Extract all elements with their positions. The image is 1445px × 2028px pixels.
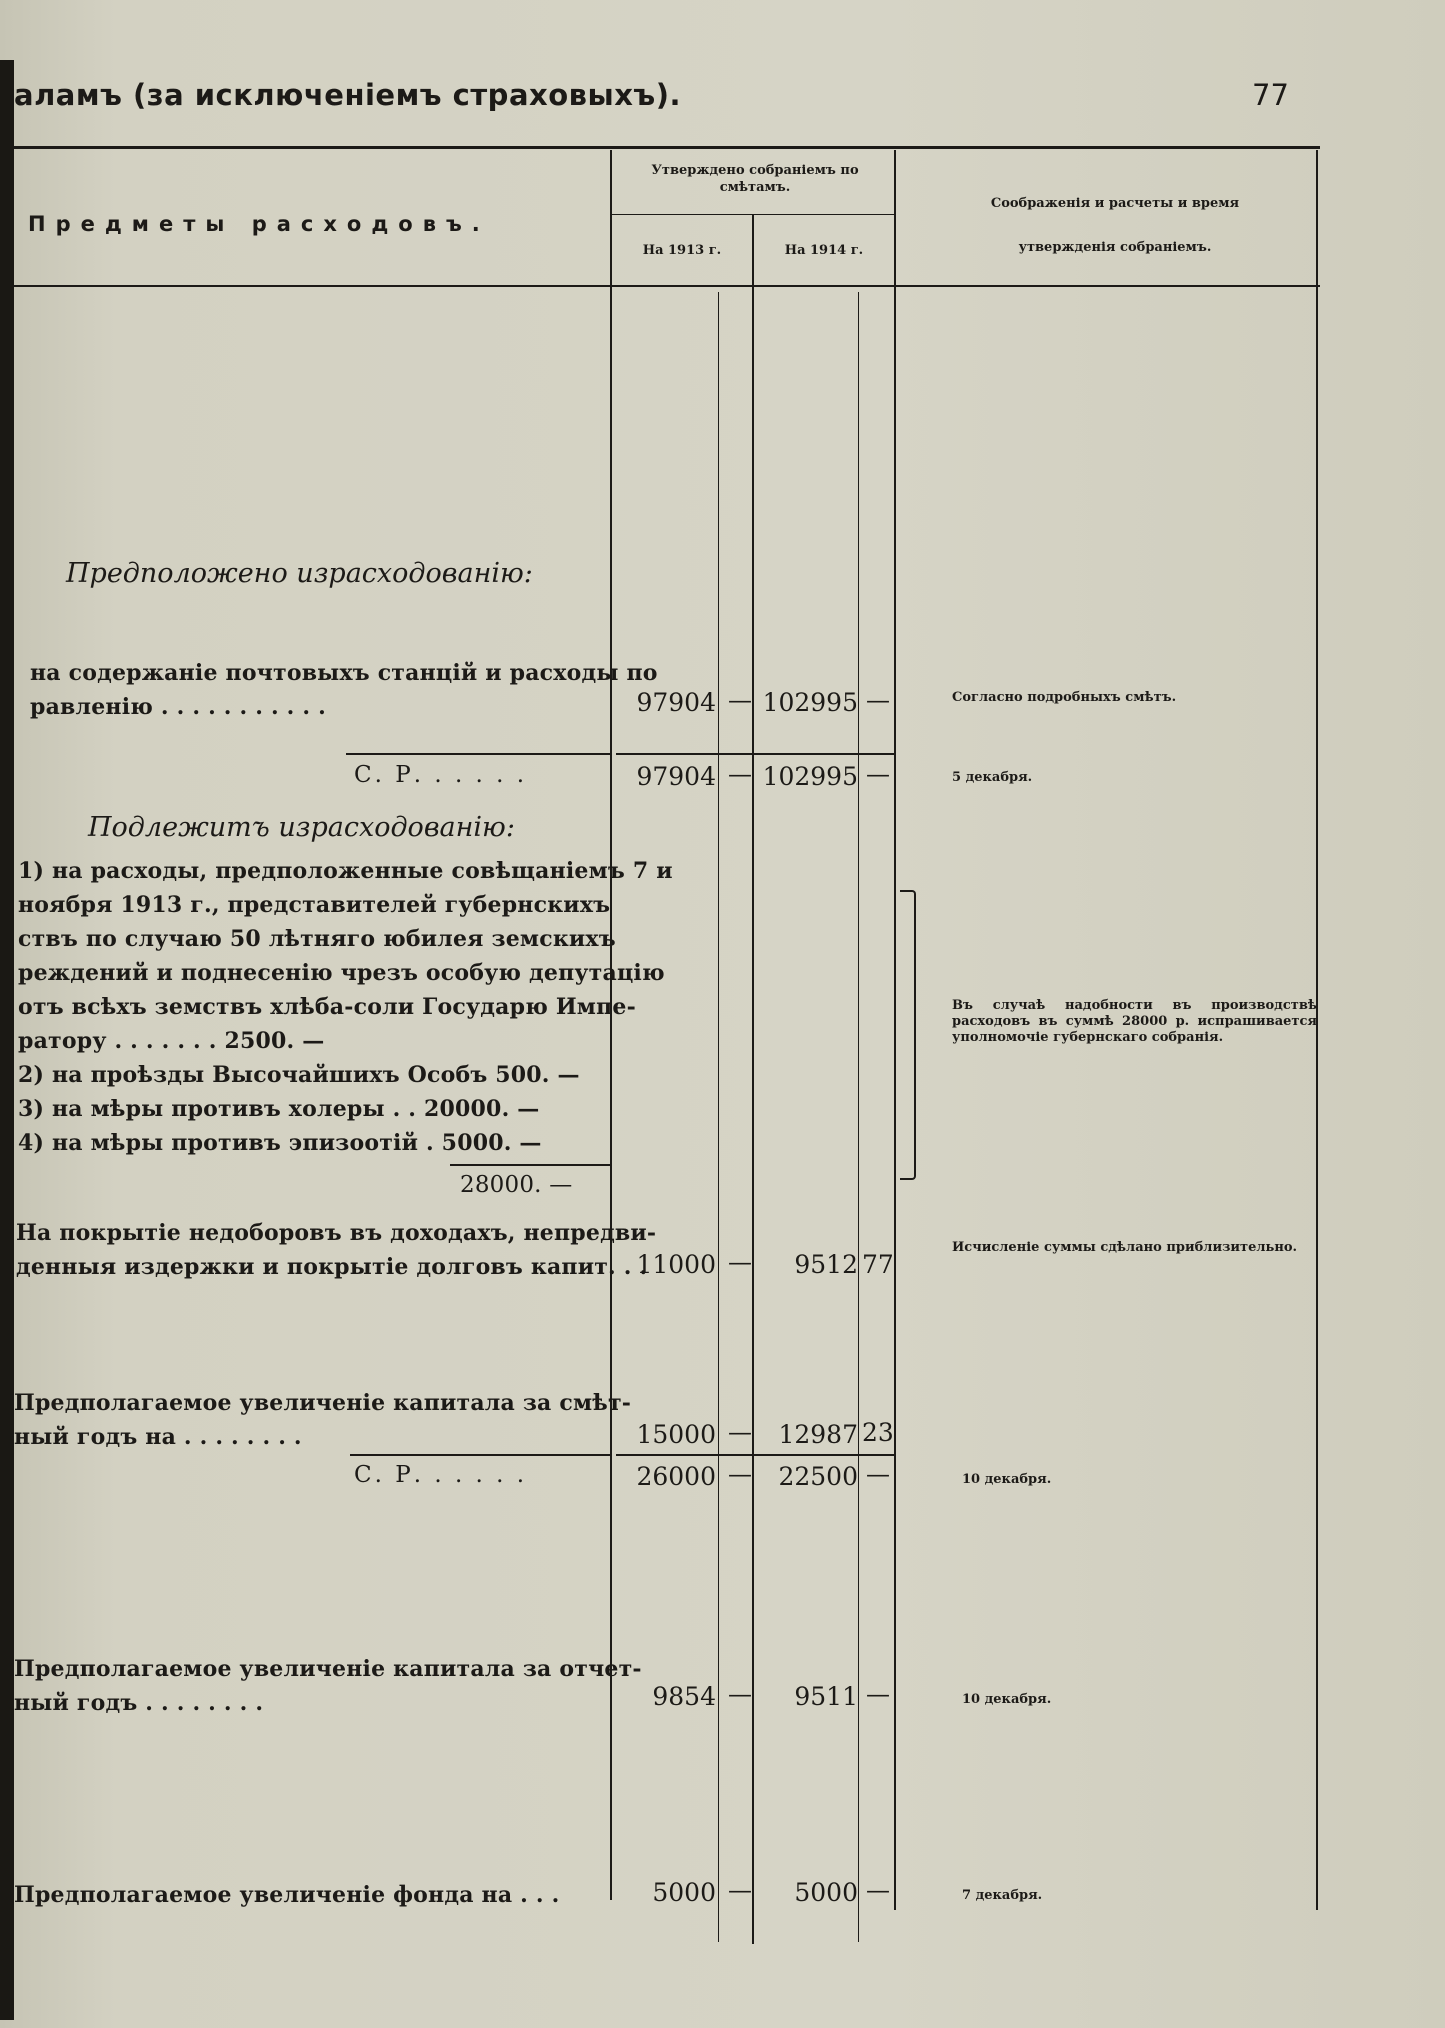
sum1-1914: 102995 xyxy=(762,762,858,791)
row1-text-2: равленію . . . . . . . . . . . xyxy=(30,694,326,720)
row3-1913-dash: — xyxy=(728,1418,752,1446)
row1-1914: 102995 xyxy=(762,688,858,717)
sum2-label: С. Р. . . . . . xyxy=(354,1462,528,1488)
col-1914-header: На 1914 г. xyxy=(784,243,864,258)
row5-1913-dash: — xyxy=(728,1876,752,1904)
breakdown-line-5: отъ всѣхъ земствъ хлѣба-соли Государю Импе- xyxy=(18,994,636,1020)
row5-1914-dash: — xyxy=(866,1876,890,1904)
breakdown-line-1: 1) на расходы, предположенные совѣщаніемъ 7 и xyxy=(18,858,673,884)
row4-note: 10 декабря. xyxy=(962,1692,1052,1707)
row2-note: Исчисленіе суммы сдѣлано приблизительно. xyxy=(952,1240,1298,1255)
running-title: аламъ (за исключеніемъ страховыхъ). xyxy=(14,78,681,112)
sum1-label: С. Р. . . . . . xyxy=(354,762,528,788)
row4-1914-dash: — xyxy=(866,1680,890,1708)
breakdown-brace xyxy=(900,890,916,1180)
sum1-1913: 97904 xyxy=(636,762,716,791)
sum2-1914: 22500 xyxy=(778,1462,858,1491)
row4-1913-dash: — xyxy=(728,1680,752,1708)
col-1913-header: На 1913 г. xyxy=(642,243,722,258)
table-header-rule xyxy=(14,285,1320,287)
breakdown-line-4: реждений и поднесенію чрезъ особую депутацію xyxy=(18,960,665,986)
row2-1913-dash: — xyxy=(728,1248,752,1276)
sum1-1913-dash: — xyxy=(728,760,752,788)
col-approved-header: Утверждено собраніемъ по смѣтамъ. xyxy=(651,163,859,195)
intro-heading: Предположено израсходованію: xyxy=(66,558,533,589)
sub-intro-heading: Подлежитъ израсходованію: xyxy=(88,812,515,843)
breakdown-line-6: ратору . . . . . . . 2500. — xyxy=(18,1028,325,1054)
row3-1914: 12987 xyxy=(778,1420,858,1449)
page-edge-shadow xyxy=(0,60,14,2020)
row3-text-2: ный годъ на . . . . . . . . xyxy=(14,1424,302,1450)
sum1-1914-dash: — xyxy=(866,760,890,788)
row5-1914: 5000 xyxy=(794,1878,858,1907)
breakdown-note: Въ случаѣ надобности въ производствѣ расходовъ въ суммѣ 28000 р. испрашивается уполномочіе губернскаго собранія. xyxy=(952,998,1317,1045)
col-divider-1914 xyxy=(894,150,896,1910)
col-subject-header: Предметы расходовъ. xyxy=(28,212,490,236)
row3-text-1: Предполагаемое увеличеніе капитала за смѣт- xyxy=(14,1390,632,1416)
col-notes-header: Соображенія и расчеты и время утвержденія собраніемъ. xyxy=(990,196,1240,255)
sum2-note: 10 декабря. xyxy=(962,1472,1052,1487)
row4-1913: 9854 xyxy=(652,1682,716,1711)
row4-text-2: ный годъ . . . . . . . . xyxy=(14,1690,264,1716)
breakdown-total: 28000. — xyxy=(460,1172,573,1198)
row1-1913: 97904 xyxy=(636,688,716,717)
sum2-1914-dash: — xyxy=(866,1460,890,1488)
row3-1913: 15000 xyxy=(636,1420,716,1449)
row5-1913: 5000 xyxy=(652,1878,716,1907)
row3-1914-kop: 23 xyxy=(862,1418,894,1447)
row2-1914-kop: 77 xyxy=(862,1250,894,1279)
row1-text-1: на содержаніе почтовыхъ станцій и расходы по xyxy=(30,660,658,686)
row1-note: Согласно подробныхъ смѣтъ. xyxy=(952,690,1177,705)
sum2-1913-dash: — xyxy=(728,1460,752,1488)
sum1-rule xyxy=(346,753,610,755)
sum2-rule xyxy=(350,1454,610,1456)
row2-text-2: денныя издержки и покрытіе долговъ капит. . . xyxy=(16,1254,648,1280)
row5-note: 7 декабря. xyxy=(962,1888,1043,1903)
sum2-1913: 26000 xyxy=(636,1462,716,1491)
breakdown-line-9: 4) на мѣры противъ эпизоотій . 5000. — xyxy=(18,1130,542,1156)
row1-1913-dash: — xyxy=(728,686,752,714)
kop-line-1914 xyxy=(858,292,859,1942)
breakdown-total-rule xyxy=(450,1164,610,1166)
breakdown-line-3: ствъ по случаю 50 лѣтняго юбилея земскихъ xyxy=(18,926,616,952)
breakdown-line-7: 2) на проѣзды Высочайшихъ Особъ 500. — xyxy=(18,1062,580,1088)
row5-text: Предполагаемое увеличеніе фонда на . . . xyxy=(14,1882,560,1908)
page-number: 77 xyxy=(1252,78,1289,112)
breakdown-line-2: ноября 1913 г., представителей губернскихъ xyxy=(18,892,611,918)
sum2-rule-numbers xyxy=(616,1454,894,1456)
row2-1913: 11000 xyxy=(636,1250,716,1279)
kop-line-1913 xyxy=(718,292,719,1942)
sum1-note: 5 декабря. xyxy=(952,770,1033,785)
row4-text-1: Предполагаемое увеличеніе капитала за отчет- xyxy=(14,1656,642,1682)
breakdown-line-8: 3) на мѣры противъ холеры . . 20000. — xyxy=(18,1096,540,1122)
col-divider-subject xyxy=(610,150,612,1900)
row4-1914: 9511 xyxy=(794,1682,858,1711)
table-top-rule xyxy=(14,146,1320,149)
row2-1914: 9512 xyxy=(794,1250,858,1279)
row2-text-1: На покрытіе недоборовъ въ доходахъ, непредви- xyxy=(16,1220,657,1246)
sum1-rule-numbers xyxy=(616,753,894,755)
row1-1914-dash: — xyxy=(866,686,890,714)
